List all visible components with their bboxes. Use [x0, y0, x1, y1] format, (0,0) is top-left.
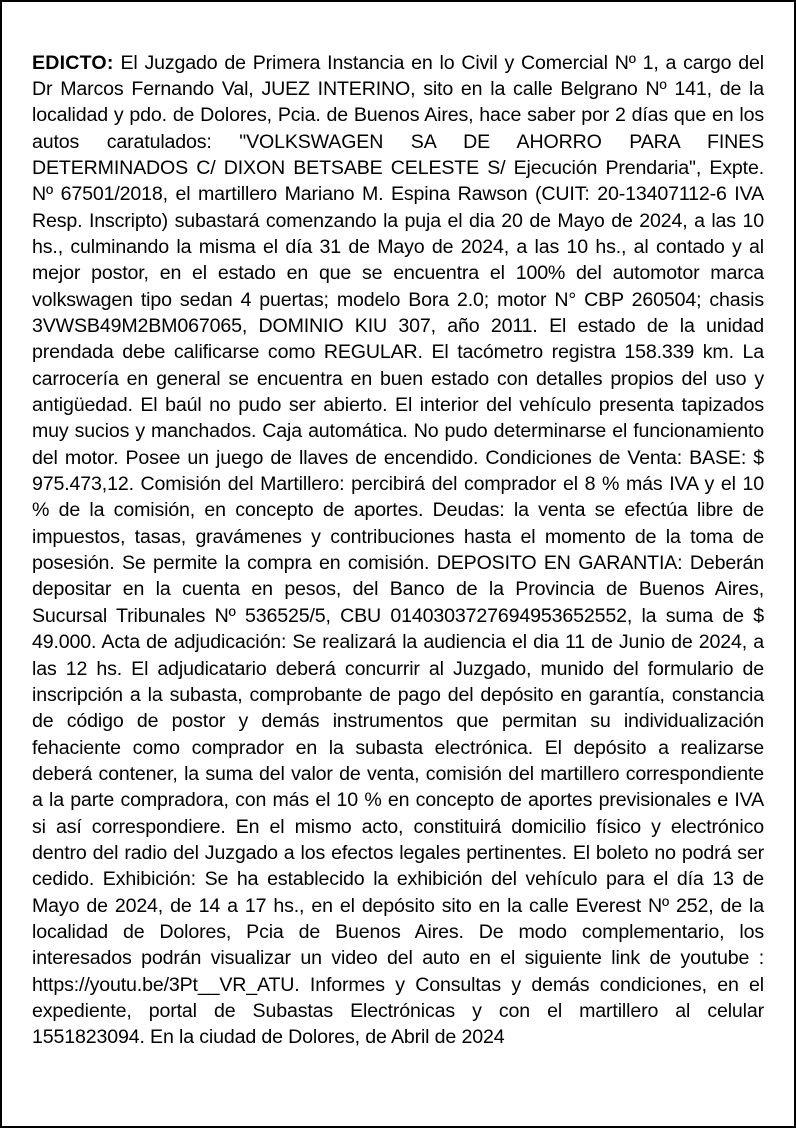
edicto-body-text: El Juzgado de Primera Instancia en lo Civil y Comercial Nº 1, a cargo del Dr Marcos Fernando Val, JUEZ INTERINO, sito en la calle Belgrano Nº 141, de la localidad y pdo. de Dolores, Pcia. de Buenos Aires, hace saber por 2 días que en los autos caratulados: "VOLKSWAGEN SA DE AHORRO PARA FINES DETERMINADOS C/ DIXON BETSABE CELESTE S/ Ejecución Prendaria", Expte. Nº 67501/2018, el martillero Mariano M. Espina Rawson (CUIT: 20-13407112-6 IVA Resp. Inscripto) subastará comenzando la puja el dia 20 de Mayo de 2024, a las 10 hs., culminando la misma el día 31 de Mayo de 2024, a las 10 hs., al contado y al mejor postor, en el estado en que se encuentra el 100% del automotor marca volkswagen tipo sedan 4 puertas; modelo Bora 2.0; motor N° CBP 260504; chasis 3VWSB49M2BM067065, DOMINIO KIU 307, año 2011. El estado de la unidad prendada debe calificarse como REGULAR. El tacómetro registra 158.339 km. La carrocería en general se encuentra en buen estado con detalles propios del uso y antigüedad. El baúl no pudo ser abierto. El interior del vehículo presenta tapizados muy sucios y manchados. Caja automática. No pudo determinarse el funcionamiento del motor. Posee un juego de llaves de encendido. Condiciones de Venta: BASE: $ 975.473,12. Comisión del Martillero: percibirá del comprador el 8 % más IVA y el 10 % de la comisión, en concepto de aportes. Deudas: la venta se efectúa libre de impuestos, tasas, gravámenes y contribuciones hasta el momento de la toma de posesión. Se permite la compra en comisión. DEPOSITO EN GARANTIA: Deberán depositar en la cuenta en pesos, del Banco de la Provincia de Buenos Aires, Sucursal Tribunales Nº 536525/5, CBU 0140303727694953652552, la suma de $ 49.000. Acta de adjudicación: Se realizará la audiencia el dia 11 de Junio de 2024, a las 12 hs. El adjudicatario deberá concurrir al Juzgado, munido del formulario de inscripción a la subasta, comprobante de pago del depósito en garantía, constancia de código de postor y demás instrumentos que permitan su individualización fehaciente como comprador en la subasta electrónica. El depósito a realizarse deberá contener, la suma del valor de venta, comisión del martillero correspondiente a la parte compradora, con más el 10 % en concepto de aportes previsionales e IVA si así correspondiere. En el mismo acto, constituirá domicilio físico y electrónico dentro del radio del Juzgado a los efectos legales pertinentes. El boleto no podrá ser cedido. Exhibición: Se ha establecido la exhibición del vehículo para el día 13 de Mayo de 2024, de 14 a 17 hs., en el depósito sito en la calle Everest Nº 252, de la localidad de Dolores, Pcia de Buenos Aires. De modo complementario, los interesados podrán visualizar un video del auto en el siguiente link de youtube : https://youtu.be/3Pt__VR_ATU. Informes y Consultas y demás condiciones, en el expediente, portal de Subastas Electrónicas y con el martillero al celular 1551823094. En la ciudad de Dolores, de Abril de 2024	[32, 51, 764, 1049]
edicto-paragraph	[32, 50, 764, 1051]
edicto-heading-label: EDICTO:	[32, 51, 114, 74]
